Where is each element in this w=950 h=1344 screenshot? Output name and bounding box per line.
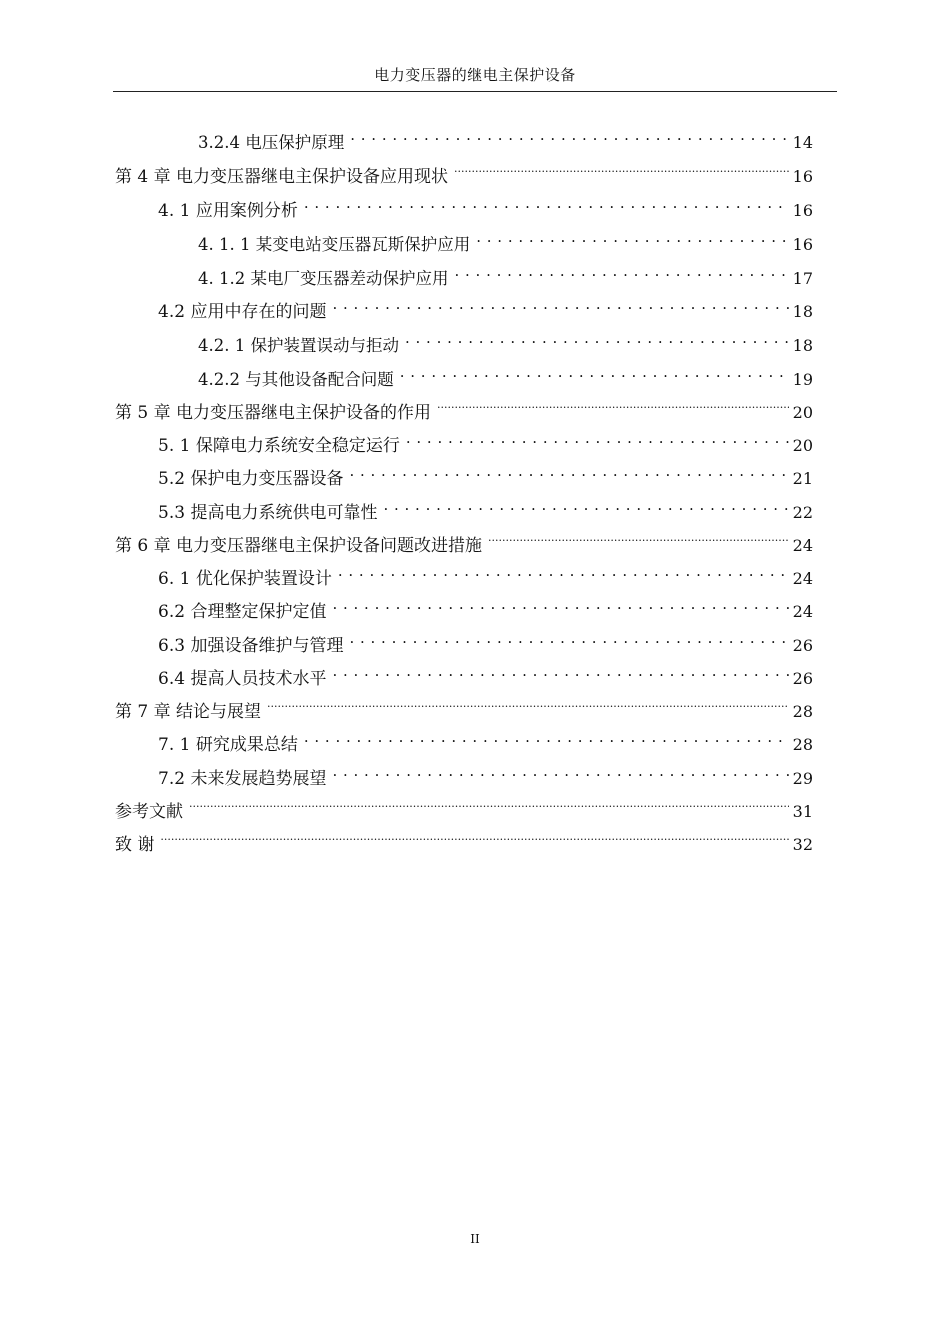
toc-entry-page: 28 [792, 735, 813, 754]
toc-leader-dots [454, 258, 788, 284]
toc-entry-page: 22 [792, 503, 813, 522]
toc-entry-title: 5. 1 保障电力系统安全稳定运行 [158, 436, 400, 456]
toc-entry-page: 19 [792, 370, 813, 389]
toc-entry-page: 20 [792, 436, 813, 455]
toc-entry[interactable] [198, 258, 813, 288]
toc-entry-title: 7.2 未来发展趋势展望 [158, 769, 327, 789]
toc-entry-title: 4.2 应用中存在的问题 [158, 302, 327, 322]
toc-entry-page: 24 [792, 536, 813, 555]
toc-leader-dots [332, 758, 788, 784]
toc-entry-title: 5.3 提高电力系统供电可靠性 [158, 503, 378, 523]
toc-entry-page: 14 [792, 133, 813, 152]
page-number: II [470, 1232, 480, 1246]
toc-entry-title: 6.3 加强设备维护与管理 [158, 636, 344, 656]
toc-entry-page: 21 [792, 469, 813, 488]
toc-entry[interactable] [158, 458, 813, 489]
toc-entry[interactable] [198, 224, 813, 254]
toc-entry-page: 31 [792, 802, 813, 821]
toc-chapter-entry[interactable] [115, 824, 813, 855]
toc-leader-dots [349, 458, 788, 484]
toc-entry-title: 致 谢 [115, 835, 155, 855]
toc-entry-title: 7. 1 研究成果总结 [158, 735, 298, 755]
toc-leader-dots [304, 190, 789, 216]
toc-entry-title: 6.4 提高人员技术水平 [158, 669, 327, 689]
toc-entry-page: 29 [792, 769, 813, 788]
toc-entry-page: 20 [792, 403, 813, 422]
toc-entry[interactable] [158, 658, 813, 689]
toc-entry-page: 24 [792, 569, 813, 588]
toc-entry-title: 第 4 章 电力变压器继电主保护设备应用现状 [115, 167, 449, 187]
toc-entry-title: 6.2 合理整定保护定值 [158, 602, 327, 622]
toc-entry-page: 18 [792, 302, 813, 321]
toc-entry-page: 28 [792, 702, 813, 721]
toc-entry[interactable] [158, 492, 813, 523]
toc-chapter-entry[interactable] [115, 156, 813, 187]
toc-entry[interactable] [158, 758, 813, 789]
toc-entry-title: 第 6 章 电力变压器继电主保护设备问题改进措施 [115, 536, 483, 556]
toc-entry-title: 5.2 保护电力变压器设备 [158, 469, 344, 489]
toc-chapter-entry[interactable] [115, 691, 813, 722]
toc-leader-dots [454, 156, 789, 182]
toc-entry-page: 32 [792, 835, 813, 854]
toc-chapter-entry[interactable] [115, 525, 813, 556]
toc-leader-dots [383, 492, 788, 518]
toc-entry[interactable] [198, 325, 813, 355]
toc-entry[interactable] [158, 558, 813, 589]
toc-entry-page: 26 [792, 669, 813, 688]
toc-entry-title: 第 5 章 电力变压器继电主保护设备的作用 [115, 403, 432, 423]
toc-entry-title: 第 7 章 结论与展望 [115, 702, 262, 722]
toc-chapter-entry[interactable] [115, 791, 813, 822]
toc-entry[interactable] [158, 724, 813, 755]
toc-entry[interactable] [198, 359, 813, 389]
toc-entry[interactable] [158, 625, 813, 656]
toc-leader-dots [400, 359, 789, 385]
toc-leader-dots [304, 724, 789, 750]
toc-entry-page: 17 [792, 269, 813, 288]
toc-leader-dots [349, 625, 788, 651]
toc-leader-dots [332, 658, 788, 684]
toc-entry[interactable] [158, 291, 813, 322]
toc-entry-title: 4. 1.2 某电厂变压器差动保护应用 [198, 269, 449, 288]
toc-entry-page: 24 [792, 602, 813, 621]
toc-entry-page: 18 [792, 336, 813, 355]
toc-entry-title: 4.2. 1 保护装置误动与拒动 [198, 336, 399, 355]
toc-entry-page: 16 [792, 235, 813, 254]
toc-entry-title: 3.2.4 电压保护原理 [198, 133, 345, 152]
page-header-title: 电力变压器的继电主保护设备 [374, 66, 576, 84]
toc-entry-title: 4. 1 应用案例分析 [158, 201, 298, 221]
toc-leader-dots [189, 791, 789, 817]
toc-entry-page: 16 [792, 167, 813, 186]
toc-leader-dots [476, 224, 788, 250]
toc-entry[interactable] [158, 190, 813, 221]
toc-leader-dots [160, 824, 788, 850]
toc-leader-dots [332, 291, 788, 317]
toc-leader-dots [406, 425, 789, 451]
toc-chapter-entry[interactable] [115, 392, 813, 423]
toc-entry-title: 4. 1. 1 某变电站变压器瓦斯保护应用 [198, 235, 471, 254]
toc-leader-dots [350, 122, 788, 148]
toc-entry-title: 6. 1 优化保护装置设计 [158, 569, 332, 589]
toc-entry-title: 4.2.2 与其他设备配合问题 [198, 370, 394, 389]
toc-entry[interactable] [198, 122, 813, 152]
toc-entry-title: 参考文献 [115, 802, 183, 822]
toc-leader-dots [405, 325, 789, 351]
toc-leader-dots [437, 392, 789, 418]
toc-entry-page: 16 [792, 201, 813, 220]
toc-leader-dots [332, 591, 788, 617]
toc-leader-dots [488, 525, 789, 551]
toc-leader-dots [267, 691, 789, 717]
toc-entry[interactable] [158, 591, 813, 622]
toc-entry[interactable] [158, 425, 813, 456]
toc-leader-dots [338, 558, 789, 584]
toc-entry-page: 26 [792, 636, 813, 655]
